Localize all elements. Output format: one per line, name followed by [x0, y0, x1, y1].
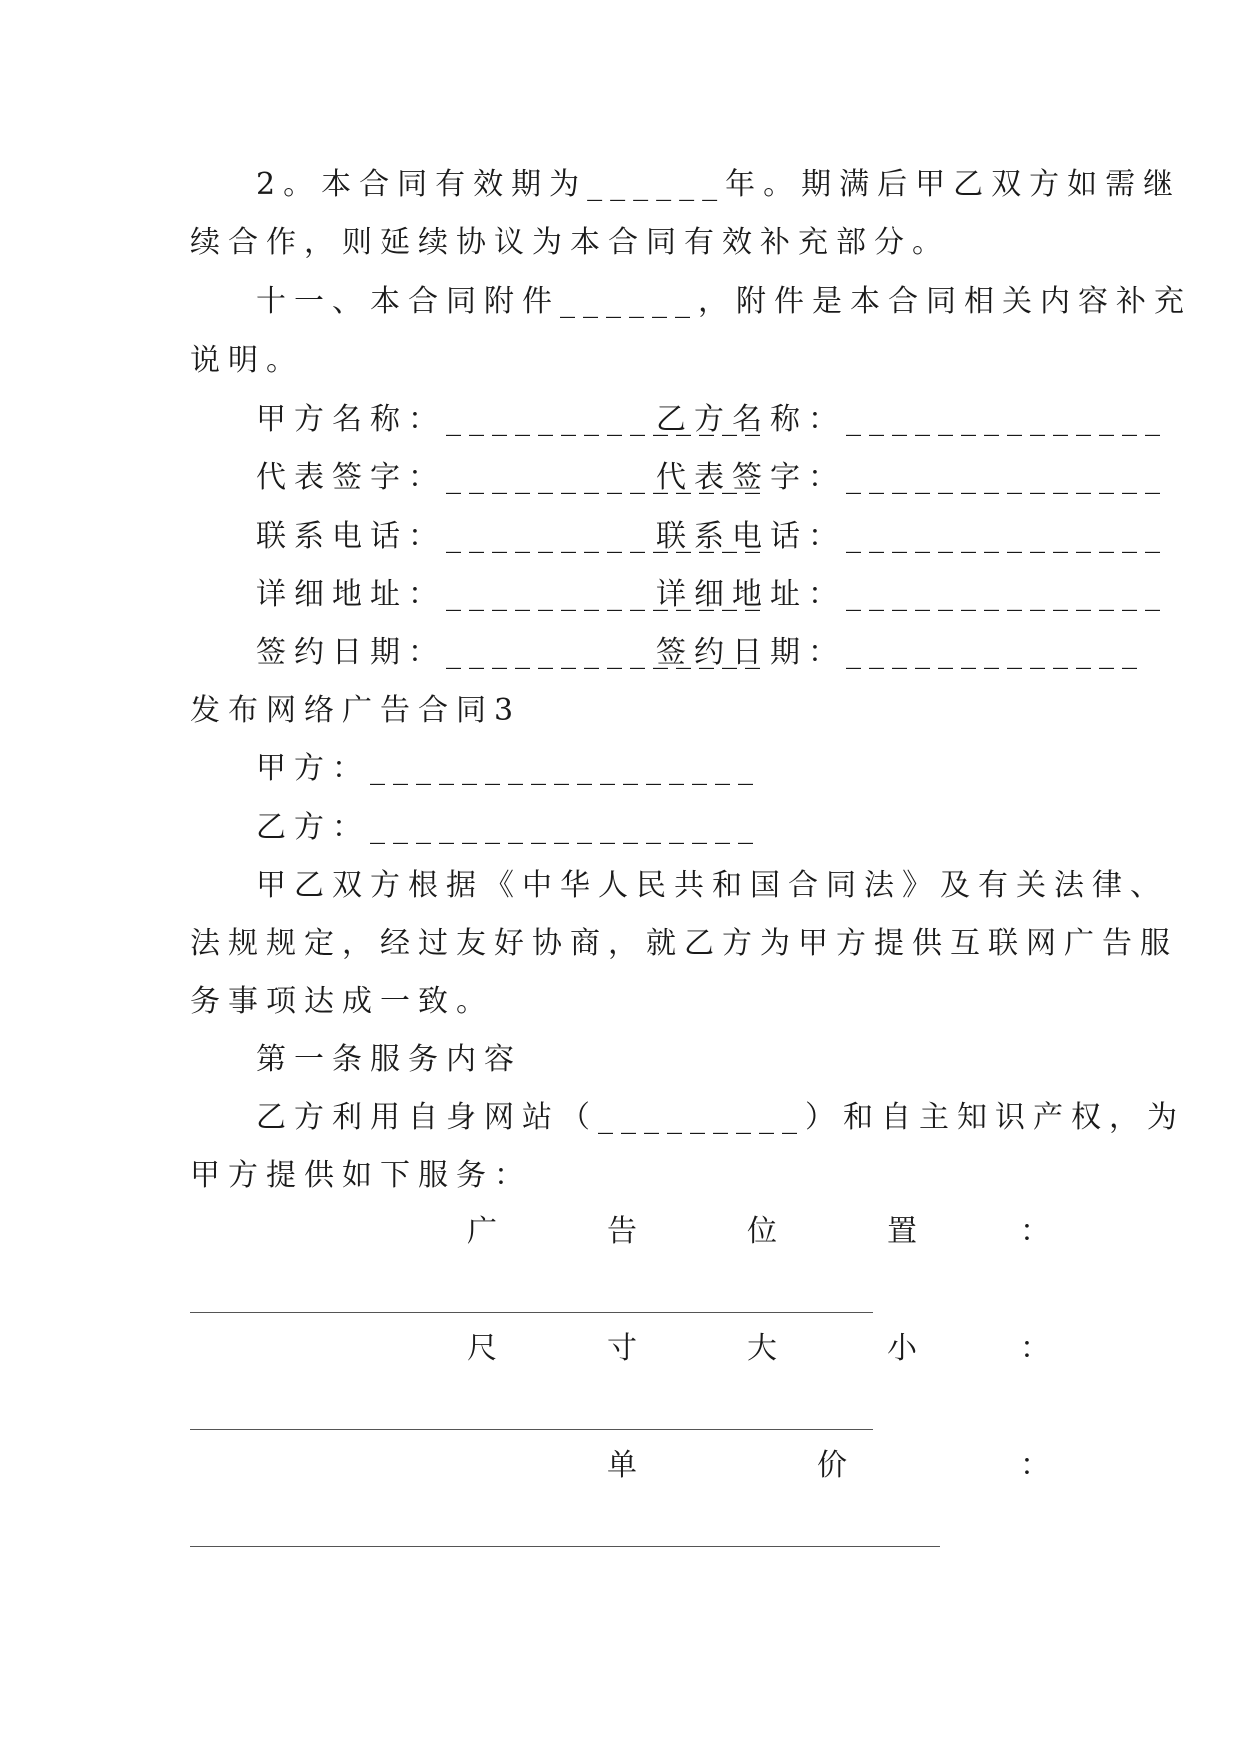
- party-a-line: 甲方：_________________: [256, 751, 761, 786]
- party-a-name-field: 甲方名称：______________: [256, 402, 768, 437]
- size-colon: ：: [1020, 1331, 1050, 1366]
- size-char-3: 大: [747, 1331, 777, 1366]
- size-char-1: 尺: [467, 1331, 497, 1366]
- contract-3-title: 发布网络广告合同3: [190, 693, 522, 728]
- size-char-2: 寸: [607, 1331, 637, 1366]
- party-a-phone-field: 联系电话：______________: [256, 519, 768, 554]
- party-b-signature-field: 代表签字：______________: [656, 460, 1168, 495]
- unit-price-blank: [190, 1546, 940, 1547]
- party-a-date-field: 签约日期：______________: [256, 635, 768, 670]
- unit-price-char-2: 价: [817, 1448, 847, 1483]
- size-blank: [190, 1429, 873, 1430]
- paragraph-attachments: 十一、本合同附件______，附件是本合同相关内容补充: [256, 284, 1192, 319]
- paragraph-validity-cont: 续合作，则延续协议为本合同有效补充部分。: [190, 225, 950, 260]
- party-b-name-field: 乙方名称：______________: [656, 402, 1168, 437]
- paragraph-basis-cont: 法规规定，经过友好协商，就乙方为甲方提供互联网广告服: [190, 926, 1178, 961]
- party-a-signature-field: 代表签字：______________: [256, 460, 768, 495]
- ad-position-blank: [190, 1312, 873, 1313]
- paragraph-attachments-cont: 说明。: [190, 343, 304, 378]
- paragraph-services: 乙方利用自身网站（_________）和自主知识产权，为: [256, 1100, 1185, 1135]
- paragraph-services-cont: 甲方提供如下服务：: [190, 1158, 532, 1193]
- party-b-line: 乙方：_________________: [256, 810, 761, 845]
- paragraph-basis-end: 务事项达成一致。: [190, 984, 494, 1019]
- ad-position-char-1: 广: [467, 1214, 497, 1249]
- party-b-date-field: 签约日期：_____________: [656, 635, 1145, 670]
- paragraph-basis: 甲乙双方根据《中华人民共和国合同法》及有关法律、: [256, 868, 1168, 903]
- ad-position-char-3: 位: [747, 1214, 777, 1249]
- party-a-address-field: 详细地址：______________: [256, 577, 768, 612]
- ad-position-char-2: 告: [607, 1214, 637, 1249]
- article-1-heading: 第一条服务内容: [256, 1042, 522, 1077]
- paragraph-validity: 2。本合同有效期为______年。期满后甲乙双方如需继: [256, 167, 1182, 202]
- party-b-phone-field: 联系电话：______________: [656, 519, 1168, 554]
- ad-position-colon: ：: [1020, 1214, 1050, 1249]
- unit-price-char-1: 单: [607, 1448, 637, 1483]
- unit-price-colon: ：: [1020, 1448, 1050, 1483]
- size-char-4: 小: [887, 1331, 917, 1366]
- ad-position-char-4: 置: [887, 1214, 917, 1249]
- party-b-address-field: 详细地址：______________: [656, 577, 1168, 612]
